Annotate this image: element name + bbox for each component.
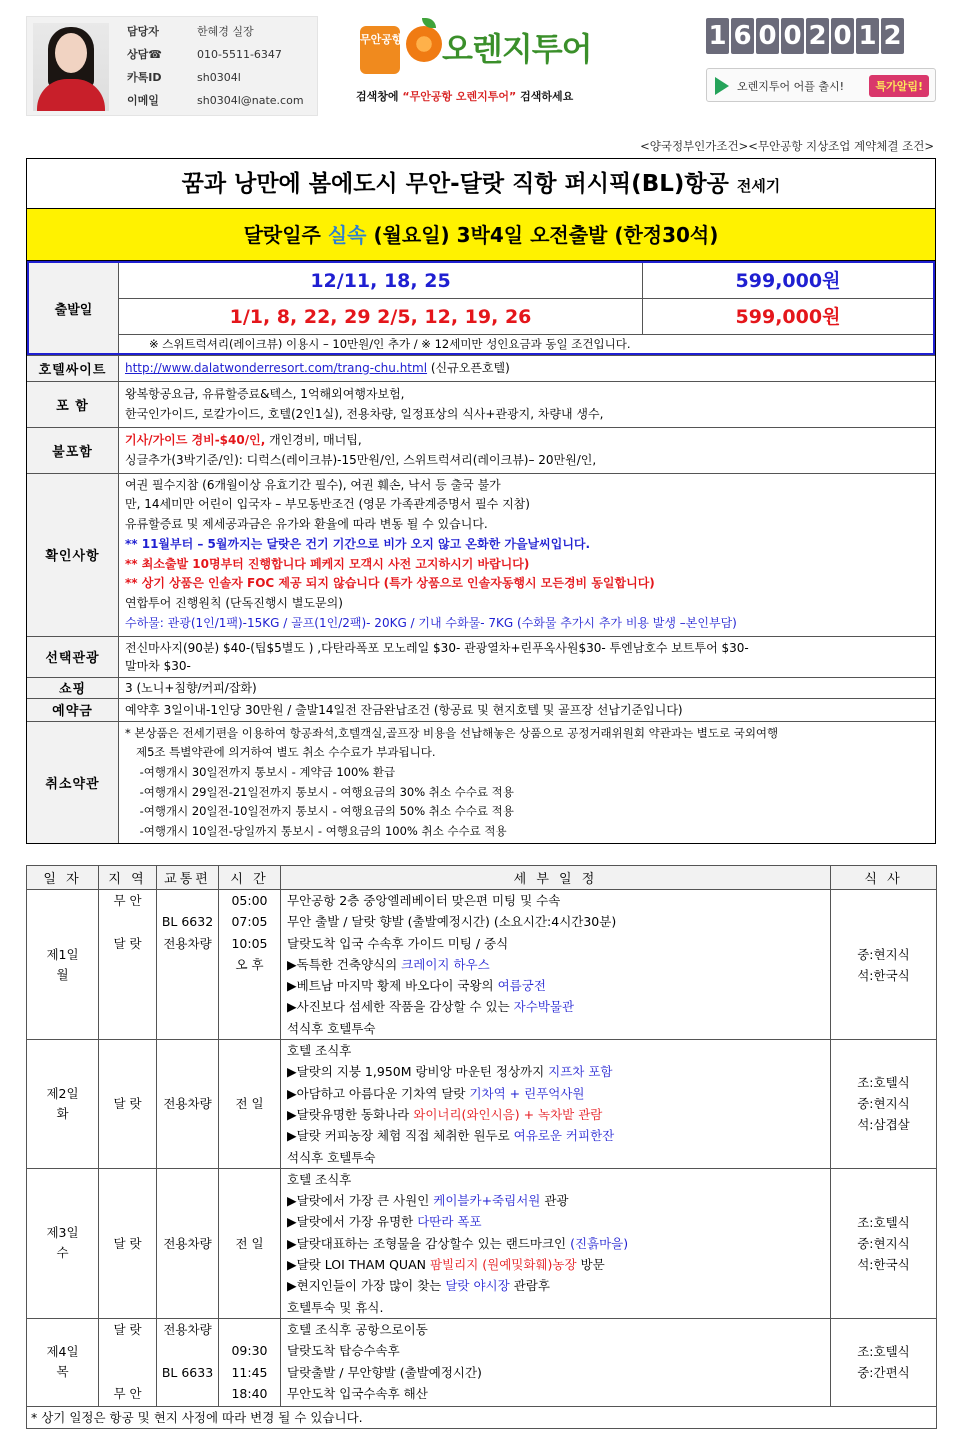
check-row: 확인사항 여권 필수지참 (6개월이상 유효기간 필수), 여권 훼손, 낙서 등 출국 불가 만, 14세미만 어린이 입국자 – 부모동반조건 (영문 가족관계증명서 필수 지참) 유류할증료 및 제세공과금은 유가와 환율에 따라 변동 될 수 있습니다. ** 11월부터 – 5월까지는 달랏은 건기 기간으로 비가 오지 않고 온화한 가을날씨입니다. ** 최소출발 10명부터 진행합니다 페케지 모객시 사전 고지하시기 바랍니다) ** 상기 상품은 인솔자 FOC 제공 되지 않습니다 (특가 상품으로 인솔자동행시 모든경비 동일합니다) 연합투어 진행원칙 (단독진행시 별도문의) 수하물: 관광(1인/1팩)-15KG / 골프(1인/2팩)- 20KG / 기내 수화물- 7KG (수화물 추가시 추가 비용 발생 –본인부담)	[27, 473, 935, 636]
play-store-icon	[715, 77, 729, 95]
itinerary-table	[26, 865, 937, 1429]
hotel-site-link[interactable]: http://www.dalatwonderresort.com/trang-chu.html	[125, 361, 428, 375]
product-title: 꿈과 낭만에 봄에도시 무안-달랏 직항 퍼시픽(BL)항공 전세기	[27, 159, 935, 209]
itinerary-header: 일 자 지 역 교통편 시 간 세 부 일 정 식 사	[27, 866, 937, 890]
contact-row: 상담☎ 010-5511-6347	[127, 48, 282, 61]
itinerary-day-3: 제3일 수 달 랏 전용차량 전 일 호텔 조식후 ▶달랏에서 가장 큰 사원인 케이블카+죽림서원 관광 ▶달랏에서 가장 유명한 다딴라 폭포 ▶달랏대표하는 조형물을 감상할수 있는 랜드마크인 (진흙마을) ▶달랏 LOI THAM QUAN 팜빌리지 (원예및화훼)농장 방문 ▶현지인들이 가장 많이 찾는 달랏 야시장 관람후 호텔투숙 및 휴식. 조:호텔식 중:현지식 석:한국식	[27, 1168, 937, 1318]
agent-photo	[33, 23, 109, 111]
itinerary-footer: * 상기 일정은 항공 및 현지 사정에 따라 변경 될 수 있습니다.	[27, 1406, 937, 1428]
itinerary-day-1: 제1일 월 무 안 달 랏 BL 6632 전용차량 05:00 07:05 10:05 오 후 무안공항 2층 중앙엘레베이터 맞은편 미팅 및 수속 무안 출발 / 달랏 향발 (출발예정시간) (소요시간:4시간30분) 달랏도착 입국 수속후 가이드 미팅 / 중식 ▶독특한 건축양식의 크레이지 하우스 ▶베트남 마지막 황제 바오다이 국왕의 여름궁전 ▶사진보다 섬세한 작품을 감상할 수 있는 자수박물관 석식후 호텔투숙 중:현지식 석:한국식	[27, 890, 937, 1040]
exclude-row: 불포함 기사/가이드 경비-$40/인, 개인경비, 매너팁, 싱글추가(3박기준/인): 디럭스(레이크뷰)-15만원/인, 스위트럭셔리(레이크뷰)– 20만원/인,	[27, 427, 935, 473]
deal-alarm-badge[interactable]: 특가알림!	[869, 75, 929, 97]
product-info	[26, 158, 936, 844]
product-banner: 달랏일주 실속 (월요일) 3박4일 오전출발 (한정30석)	[27, 209, 935, 261]
contact-row: 이메일 sh0304l@nate.com	[127, 94, 304, 107]
app-banner[interactable]: 오렌지투어 어플 출시! 특가알림!	[706, 68, 936, 102]
header	[26, 14, 936, 122]
itinerary-day-2: 제2일 화 달 랏 전용차량 전 일 호텔 조식후 ▶달랏의 지붕 1,950M 랑비앙 마운틴 정상까지 지프차 포함 ▶아담하고 아름다운 기차역 달랏 기차역 + 린푸억사원 ▶달랏유명한 동화나라 와이너리(와인시음) + 녹차밭 관람 ▶달랏 커피농장 체험 직접 체취한 원두로 여유로운 커피한잔 석식후 호텔투숙 조:호텔식 중:현지식 석:삼겹살	[27, 1040, 937, 1169]
brand-logo	[356, 18, 616, 108]
orange-icon	[406, 26, 442, 62]
itinerary-day-4: 제4일 목 달 랏 무 안 전용차량 BL 6633 09:30 11:45 18:40 호텔 조식후 공항으로이동 달랏도착 탑승수속후 달랏출발 / 무안향발 (출발예정시간) 무안도착 입국수속후 해산 조:호텔식 중:간편식	[27, 1318, 937, 1406]
brand-name: 오렌지투어	[442, 30, 592, 68]
contact-row: 카톡ID sh0304l	[127, 71, 241, 84]
phone-number: 1 6 0 0 2 0 1 2	[706, 18, 936, 54]
departure-section: 출발일 12/11, 18, 25 599,000원 1/1, 8, 22, 29 2/5, 12, 19, 26 599,000원 ※ 스위트럭셔리(레이크뷰) 이용시 – 10만원/인 추가 / ※ 12세미만 성인요금과 동일 조건입니다.	[27, 261, 935, 355]
hotel-site-row: 호텔싸이트 http://www.dalatwonderresort.com/trang-chu.html (신규오픈호텔)	[27, 355, 935, 381]
include-row: 포 함 왕복항공요금, 유류할증료&텍스, 1억해외여행자보험, 한국인가이드, 로칼가이드, 호텔(2인1실), 전용차량, 일정표상의 식사+관광지, 차량내 생수,	[27, 381, 935, 427]
deposit-row: 예약금 예약후 3일이내-1인당 30만원 / 출발14일전 잔금완납조건 (항공료 및 현지호텔 및 골프장 선납기준입니다)	[27, 698, 935, 721]
shopping-row: 쇼핑 3 (노니+침향/커피/잡화)	[27, 677, 935, 698]
conditions-note: <양국정부인가조건><무안공항 지상조업 계약체결 조건>	[640, 139, 934, 153]
departure-row: 12/11, 18, 25 599,000원	[119, 263, 933, 299]
search-tagline: 검색창에 “무안공항 오렌지투어” 검색하세요	[356, 90, 574, 103]
departure-note: ※ 스위트럭셔리(레이크뷰) 이용시 – 10만원/인 추가 / ※ 12세미만 성인요금과 동일 조건입니다.	[149, 337, 631, 351]
contact-card	[26, 16, 318, 116]
phone-box	[706, 18, 936, 108]
departure-row: 1/1, 8, 22, 29 2/5, 12, 19, 26 599,000원	[119, 299, 933, 335]
airport-badge: 무안공항	[360, 26, 400, 74]
cancel-policy-row: 취소약관 * 본상품은 전세기편을 이용하여 항공좌석,호텔객실,골프장 비용을 선납해놓은 상품으로 공정거래위원회 약관과는 별도로 국외여행 제5조 특별약관에 의거하여 별도 취소 수수료가 부과됩니다. -여행개시 30일전까지 통보시 - 계약금 100% 환급 -여행개시 29일전-21일전까지 통보시 - 여행요금의 30% 취소 수수료 적용 -여행개시 20일전-10일전까지 통보시 - 여행요금의 50% 취소 수수료 적용 -여행개시 10일전-당일까지 통보시 - 여행요금의 100% 취소 수수료 적용	[27, 721, 935, 844]
contact-row: 담당자 한혜경 실장	[127, 25, 254, 38]
optional-tour-row: 선택관광 전신마사지(90분) $40-(팁$5별도 ) ,다탄라폭포 모노레일 $30- 관광열차+린푸옥사원$30- 투엔남호수 보트투어 $30- 말마차 $30-	[27, 636, 935, 677]
